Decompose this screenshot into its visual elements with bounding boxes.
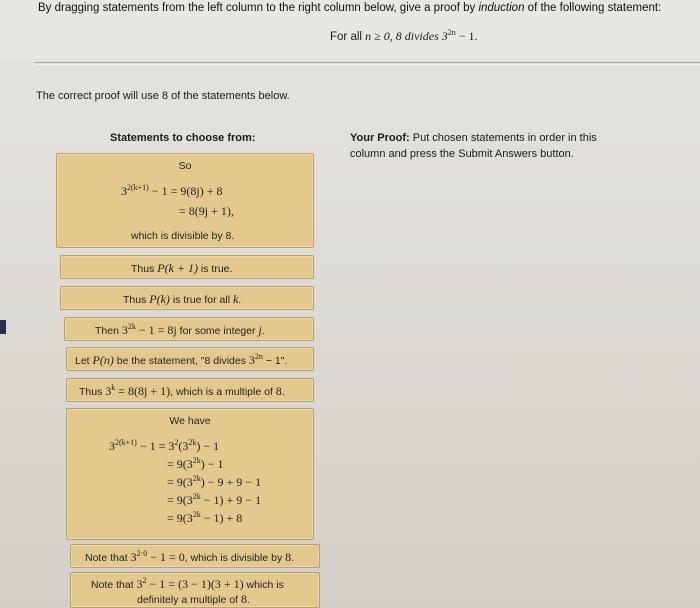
card-line: = $9(3^{2k}) - 1$ xyxy=(167,456,224,471)
statement-card-base-case[interactable] xyxy=(70,544,320,568)
statement-to-prove: For all n ≥ 0, 8 divides $3^{2n} - 1$. xyxy=(330,28,478,43)
card-line: = $9(3^{2k} - 1) + 8$ xyxy=(167,510,243,525)
card-line: = 8(9j + 1), xyxy=(179,204,234,218)
focus-marker xyxy=(0,320,6,334)
card-line: So xyxy=(178,160,192,172)
card-line: Let P(n) be the statement, "8 divides $3^{2n} - 1$". xyxy=(75,352,288,367)
divider xyxy=(34,62,700,63)
card-line: Thus P(k + 1) is true. xyxy=(131,261,233,275)
left-column-heading: Statements to choose from: xyxy=(110,132,256,144)
divider-highlight xyxy=(34,64,700,65)
statement-card-thus-3k[interactable] xyxy=(66,378,314,402)
statement-card-so[interactable] xyxy=(56,153,314,248)
card-line: definitely a multiple of 8. xyxy=(137,592,250,606)
card-line: We have xyxy=(169,415,211,427)
card-line: Note that $3^2 - 1 = (3 - 1)(3 + 1)$ which is xyxy=(91,576,284,591)
proof-drop-zone[interactable] xyxy=(336,168,666,598)
proof-note: The correct proof will use 8 of the statements below. xyxy=(36,90,290,102)
card-line: Note that $3^{2\cdot 0} - 1 = 0$, which is divisible by 8. xyxy=(85,549,295,564)
card-line: Thus $3^k = 8(8j + 1)$, which is a multiple of 8. xyxy=(79,383,285,398)
card-line: which is divisible by 8. xyxy=(131,230,235,242)
card-line: = $9(3^{2k} - 1) + 9 - 1$ xyxy=(167,492,262,507)
statement-card-let-pn[interactable] xyxy=(66,347,314,371)
statement-card-thus-pk-all[interactable] xyxy=(60,286,314,310)
right-column-heading: Your Proof: Put chosen statements in order in this column and press the Submit Answers button. xyxy=(350,132,597,160)
statement-card-we-have[interactable] xyxy=(66,408,314,540)
statement-card-thus-pk1[interactable] xyxy=(60,255,314,279)
question-header xyxy=(0,0,700,58)
card-line: Then $3^{2k} - 1 = 8j$ for some integer j. xyxy=(95,322,265,337)
card-line: $3^{2(k+1)} - 1 = 3^2(3^{2k}) - 1$ xyxy=(109,438,220,453)
statement-card-then-hypothesis[interactable] xyxy=(64,317,314,341)
card-line: = $9(3^{2k}) - 9 + 9 - 1$ xyxy=(167,474,262,489)
statement-card-note-32[interactable] xyxy=(70,572,320,608)
instruction-text: By dragging statements from the left column to the right column below, give a proof by induction of the following statement: xyxy=(38,2,662,14)
card-line: $3^{2(k+1)} - 1 = 9(8j) + 8$ xyxy=(121,183,223,198)
card-line: Thus P(k) is true for all k. xyxy=(123,292,242,306)
